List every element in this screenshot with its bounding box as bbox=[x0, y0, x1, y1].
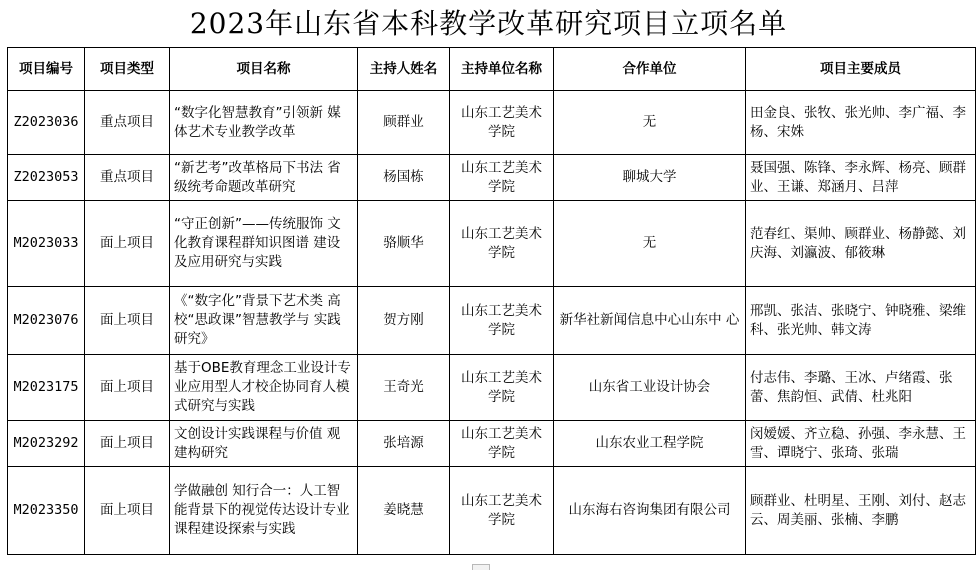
cooperating-unit: 山东省工业设计协会 bbox=[554, 355, 746, 421]
host-unit: 山东工艺美术 学院 bbox=[450, 287, 554, 355]
leader-name: 王奇光 bbox=[358, 355, 450, 421]
project-name: 文创设计实践课程与价值 观建构研究 bbox=[170, 421, 358, 467]
host-unit: 山东工艺美术 学院 bbox=[450, 91, 554, 155]
table-header-row bbox=[8, 48, 976, 91]
table-row bbox=[8, 467, 976, 555]
project-code: M2023175 bbox=[8, 355, 85, 421]
cooperating-unit: 聊城大学 bbox=[554, 155, 746, 201]
project-code: M2023292 bbox=[8, 421, 85, 467]
cooperating-unit: 山东海右咨询集团有限公司 bbox=[554, 467, 746, 555]
header-project-code: 项目编号 bbox=[8, 48, 85, 91]
cooperating-unit: 无 bbox=[554, 91, 746, 155]
project-name: “新艺考”改革格局下书法 省级统考命题改革研究 bbox=[170, 155, 358, 201]
table-row bbox=[8, 355, 976, 421]
project-name: 学做融创 知行合一：人工智能背景下的视觉传达设计专业课程建设探索与实践 bbox=[170, 467, 358, 555]
main-members: 邢凯、张洁、张晓宁、钟晓雅、梁维科、张光帅、韩文涛 bbox=[746, 287, 976, 355]
header-project-name: 项目名称 bbox=[170, 48, 358, 91]
project-code: M2023076 bbox=[8, 287, 85, 355]
project-type: 面上项目 bbox=[85, 201, 170, 287]
project-list-table bbox=[7, 47, 976, 555]
leader-name: 顾群业 bbox=[358, 91, 450, 155]
host-unit: 山东工艺美术 学院 bbox=[450, 467, 554, 555]
project-name: 《“数字化”背景下艺术类 高校“思政课”智慧教学与 实践研究》 bbox=[170, 287, 358, 355]
table-row bbox=[8, 91, 976, 155]
header-project-type: 项目类型 bbox=[85, 48, 170, 91]
host-unit: 山东工艺美术 学院 bbox=[450, 355, 554, 421]
host-unit: 山东工艺美术 学院 bbox=[450, 201, 554, 287]
project-type: 面上项目 bbox=[85, 355, 170, 421]
header-host-unit: 主持单位名称 bbox=[450, 48, 554, 91]
main-members: 付志伟、李璐、王冰、卢绪霞、张蕾、焦韵恒、武倩、杜兆阳 bbox=[746, 355, 976, 421]
main-members: 顾群业、杜明星、王刚、刘付、赵志云、周美丽、张楠、李鹏 bbox=[746, 467, 976, 555]
leader-name: 张培源 bbox=[358, 421, 450, 467]
main-members: 田金良、张牧、张光帅、李广福、李杨、宋姝 bbox=[746, 91, 976, 155]
cooperating-unit: 无 bbox=[554, 201, 746, 287]
project-code: Z2023053 bbox=[8, 155, 85, 201]
project-name: “数字化智慧教育”引领新 媒体艺术专业教学改革 bbox=[170, 91, 358, 155]
header-main-members: 项目主要成员 bbox=[746, 48, 976, 91]
header-cooperating-unit: 合作单位 bbox=[554, 48, 746, 91]
sheet-tab-stub bbox=[472, 564, 490, 570]
main-members: 聂国强、陈锋、李永辉、杨亮、顾群业、王谦、郑涵月、吕萍 bbox=[746, 155, 976, 201]
leader-name: 姜晓慧 bbox=[358, 467, 450, 555]
cooperating-unit: 山东农业工程学院 bbox=[554, 421, 746, 467]
host-unit: 山东工艺美术 学院 bbox=[450, 155, 554, 201]
leader-name: 贺方刚 bbox=[358, 287, 450, 355]
table-row bbox=[8, 287, 976, 355]
project-name: “守正创新”——传统服饰 文化教育课程群知识图谱 建设及应用研究与实践 bbox=[170, 201, 358, 287]
project-code: M2023350 bbox=[8, 467, 85, 555]
document-title: 2023年山东省本科教学改革研究项目立项名单 bbox=[189, 7, 788, 40]
table-row bbox=[8, 201, 976, 287]
project-code: M2023033 bbox=[8, 201, 85, 287]
project-code: Z2023036 bbox=[8, 91, 85, 155]
leader-name: 杨国栋 bbox=[358, 155, 450, 201]
host-unit: 山东工艺美术 学院 bbox=[450, 421, 554, 467]
project-type: 重点项目 bbox=[85, 155, 170, 201]
project-type: 面上项目 bbox=[85, 287, 170, 355]
project-type: 面上项目 bbox=[85, 421, 170, 467]
table-row bbox=[8, 421, 976, 467]
project-name: 基于OBE教育理念工业设计专业应用型人才校企协同育人模式研究与实践 bbox=[170, 355, 358, 421]
leader-name: 骆顺华 bbox=[358, 201, 450, 287]
project-type: 重点项目 bbox=[85, 91, 170, 155]
main-members: 范春红、渠帅、顾群业、杨静懿、刘庆海、刘瀛波、郁筱琳 bbox=[746, 201, 976, 287]
main-members: 闵嫒媛、齐立稳、孙强、李永慧、王雪、谭晓宁、张琦、张瑞 bbox=[746, 421, 976, 467]
cooperating-unit: 新华社新闻信息中心山东中 心 bbox=[554, 287, 746, 355]
project-type: 面上项目 bbox=[85, 467, 170, 555]
table-row bbox=[8, 155, 976, 201]
header-leader-name: 主持人姓名 bbox=[358, 48, 450, 91]
